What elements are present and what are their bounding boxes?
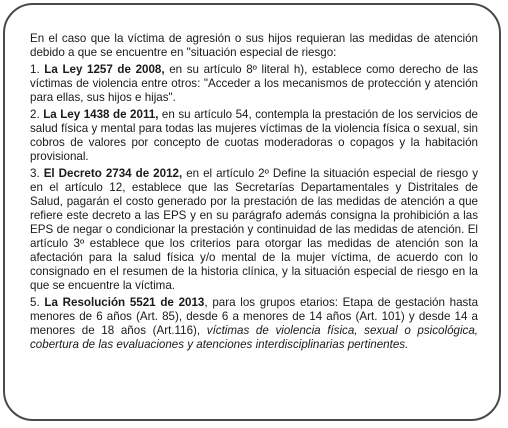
list-item-ley-1257: [30, 63, 478, 105]
item-text: en el artículo 2º Define la situación especial de riesgo y en el artículo 12, establece que las Secretarías Departamentales y Distritales de Salud, pagarán el costo generado por la prestación de las medidas de atención a que refiere este decreto a las EPS y en su parágrafo además consigna la prohibición a las EPS de negar o condicionar la prestación y continuidad de las medidas de atención. El artículo 3º establece que los criterios para otorgar las medidas de atención son la afectación para la salud física y/o mental de la mujer víctima, de acuerdo con lo consignado en el resumen de la historia clínica, y la situación especial de riesgo en la que se encuentre la víctima.: [30, 167, 479, 292]
item-title: El Decreto 2734 de 2012,: [43, 167, 183, 180]
item-text: , para los grupos etarios: Etapa de gestación hasta menores de 6 años (Art. 85), desde 6 a menores de 14 años (Art. 101) y desde 14 a menores de 18 años (Art.116),: [30, 296, 479, 337]
item-number: 5.: [30, 296, 45, 309]
list-item-ley-1438: [30, 108, 478, 164]
list-item-decreto-2734: [30, 167, 478, 293]
item-number: 1.: [30, 63, 45, 76]
document-body: [30, 32, 478, 355]
item-title: La Ley 1257 de 2008,: [44, 63, 165, 76]
item-title: La Resolución 5521 de 2013: [44, 296, 205, 309]
item-italic-text: víctimas de violencia física, sexual o psicológica, cobertura de las evaluaciones y atenciones interdisciplinarias pertinentes.: [30, 324, 479, 351]
item-text: en su artículo 8º literal h), establece como derecho de las víctimas de violencia entre otros: "Acceder a los mecanismos de protección y atención para ellas, sus hijos e hijas".: [30, 63, 479, 104]
item-text: en su artículo 54, contempla la prestación de los servicios de salud física y mental para todas las mujeres víctimas de la violencia física o sexual, sin cobros de valores por concepto de cuotas moderadoras o copagos y la habitación provisional.: [30, 108, 478, 163]
item-number: 2.: [30, 108, 44, 121]
item-title: La Ley 1438 de 2011,: [43, 108, 159, 121]
list-item-resolucion-5521: [30, 296, 478, 352]
intro-paragraph: En el caso que la víctima de agresión o sus hijos requieran las medidas de atención debido a que se encuentre en "situación especial de riesgo:: [30, 32, 478, 59]
item-number: 3.: [30, 167, 44, 180]
